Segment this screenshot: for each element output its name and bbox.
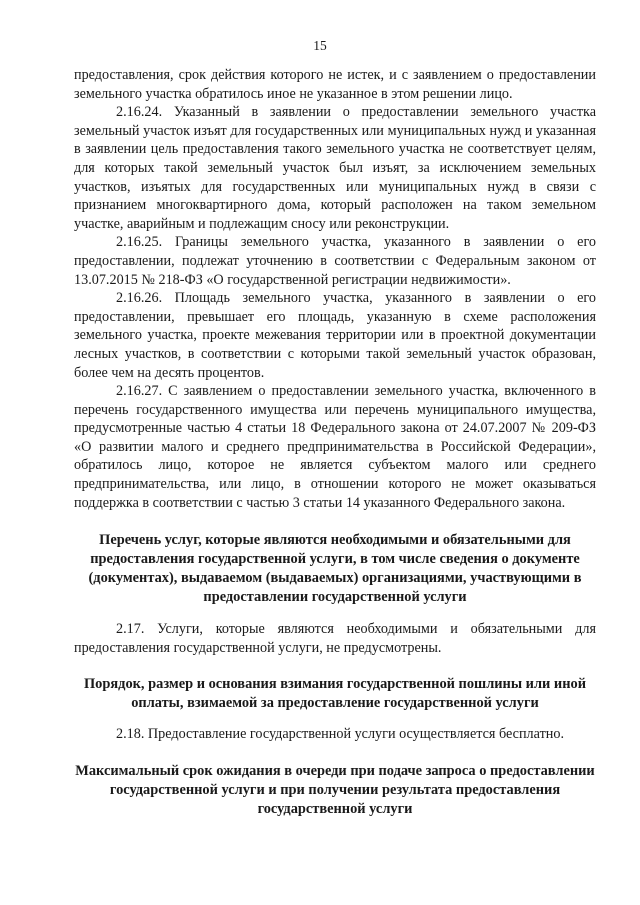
section-heading-necessary-services: Перечень услуг, которые являются необходимыми и обязательными для предоставления государственной услуги, в том числе сведения о документе (документах), выдаваемом (выдаваемых) организациями, участвующими в предоставлении государственной услуги <box>88 532 582 606</box>
section-heading-state-fee: Порядок, размер и основания взимания государственной пошлины или иной оплаты, взимаемой за предоставление государственной услуги <box>83 676 587 712</box>
section-heading-waiting-time: Максимальный срок ожидания в очереди при подаче запроса о предоставлении государственной услуги и при получении результата предоставления государственной услуги <box>75 763 595 818</box>
page-number: 15 <box>313 38 327 53</box>
paragraph-2-16-27: 2.16.27. С заявлением о предоставлении земельного участка, включенного в перечень государственного имущества или перечень муниципального имущества, предусмотренные частью 4 статьи 18 Федерального закона от 24.07.2007 № 209-ФЗ «О развитии малого и среднего предпринимательства в Российской Федерации», обратилось лицо, которое не является субъектом малого или среднего предпринимательства, или лицо, в отношении которого не может оказываться поддержка в соответствии с частью 3 статьи 14 указанного Федерального закона. <box>74 383 596 511</box>
paragraph-2-16-26: 2.16.26. Площадь земельного участка, указанного в заявлении о его предоставлении, превышает его площадь, указанную в схеме расположения земельного участка, проекте межевания территории или в проектной документации лесных участков, в соответствии с которыми такой земельный участок образован, более чем на десять процентов. <box>74 290 596 381</box>
paragraph-2-16-25: 2.16.25. Границы земельного участка, указанного в заявлении о его предоставлении, подлежат уточнению в соответствии с Федеральным законом от 13.07.2015 № 218-ФЗ «О государственной регистрации недвижимости». <box>74 234 596 288</box>
paragraph-2-18: 2.18. Предоставление государственной услуги осуществляется бесплатно. <box>116 726 565 743</box>
document-body <box>74 66 596 819</box>
paragraph-continuation: предоставления, срок действия которого не истек, и с заявлением о предоставлении земельного участка обратилось иное не указанное в этом решении лицо. <box>74 67 596 102</box>
paragraph-2-17: 2.17. Услуги, которые являются необходимыми и обязательными для предоставления государственной услуги, не предусмотрены. <box>74 621 596 656</box>
paragraph-2-16-24: 2.16.24. Указанный в заявлении о предоставлении земельного участка земельный участок изъят для государственных или муниципальных нужд и указанная в заявлении цель предоставления такого земельного участка не соответствует целям, для которых такой земельный участок был изъят, за исключением земельных участков, изъятых для государственных или муниципальных нужд в связи с признанием многоквартирного дома, который расположен на таком земельном участке, аварийным и подлежащим сносу или реконструкции. <box>74 104 596 232</box>
